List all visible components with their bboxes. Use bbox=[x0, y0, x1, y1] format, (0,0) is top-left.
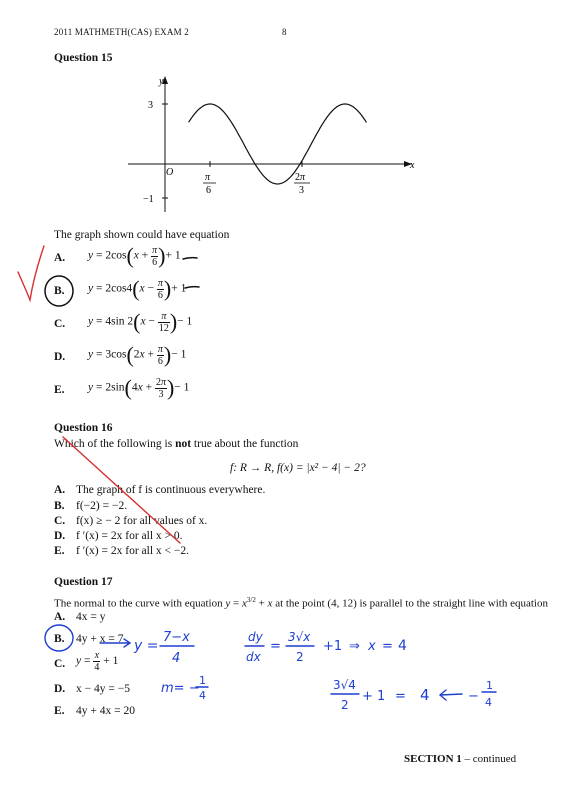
svg-text:−: − bbox=[468, 689, 479, 704]
question-15-title: Question 15 bbox=[54, 52, 113, 64]
footer-section: SECTION 1 – continued bbox=[404, 753, 517, 765]
q16-stem: Which of the following is not true about the function bbox=[54, 438, 299, 450]
arrow-mark bbox=[100, 639, 130, 647]
tick-label-3: 3 bbox=[148, 100, 153, 111]
dash-mark-b bbox=[185, 287, 199, 288]
q17-option-c: y = $\frac{x}{4}$ + 1 bbox=[76, 650, 119, 673]
q16-function: f: R → R, f(x) = |x² − 4| − 2? bbox=[230, 462, 366, 474]
origin-label: O bbox=[166, 167, 174, 178]
svg-text:4: 4 bbox=[420, 686, 430, 704]
q15-option-d: y = 3cos(2x + $\frac{\pi}{6}$ )− 1 bbox=[88, 342, 187, 367]
svg-text:4: 4 bbox=[398, 638, 407, 654]
page-number: 8 bbox=[282, 27, 287, 37]
svg-text:=: = bbox=[382, 639, 393, 654]
q16-option-b: f(−2) = −2. bbox=[76, 500, 128, 512]
svg-text:4: 4 bbox=[199, 689, 206, 702]
q16-option-b-letter: B. bbox=[54, 500, 65, 512]
svg-text:⇒: ⇒ bbox=[349, 639, 360, 654]
tick-label-pi6-num: π bbox=[205, 172, 211, 183]
red-slash-q16 bbox=[63, 437, 180, 543]
q16-option-d: f ′(x) = 2x for all x > 0. bbox=[76, 530, 183, 542]
svg-text:=: = bbox=[270, 639, 281, 654]
q15-option-a-letter: A. bbox=[54, 252, 66, 264]
svg-text:+1: +1 bbox=[323, 639, 343, 654]
answer-circle-q17 bbox=[45, 625, 73, 651]
q16-option-c: f(x) ≥ − 2 for all values of x. bbox=[76, 515, 208, 527]
x-axis-label: x bbox=[410, 160, 415, 171]
q15-option-d-letter: D. bbox=[54, 351, 66, 363]
q16-option-c-letter: C. bbox=[54, 515, 66, 527]
q15-option-e: y = 2sin(4x + $\frac{2\pi}{3}$ )− 1 bbox=[88, 375, 190, 400]
hand-4: 4 bbox=[172, 651, 181, 666]
answer-circle-q15 bbox=[45, 276, 73, 306]
svg-text:2: 2 bbox=[341, 698, 349, 712]
q17-option-d: x − 4y = −5 bbox=[76, 683, 130, 695]
dash-mark-a bbox=[183, 258, 197, 259]
q15-option-b: y = 2cos4(x − $\frac{\pi}{6}$ )+ 1 bbox=[88, 276, 187, 301]
question-16-title: Question 16 bbox=[54, 422, 113, 434]
q17-option-e: 4y + 4x = 20 bbox=[76, 705, 135, 717]
svg-text:1: 1 bbox=[486, 679, 493, 692]
svg-text:=: = bbox=[395, 689, 406, 704]
q16-option-e: f ′(x) = 2x for all x < −2. bbox=[76, 545, 189, 557]
hand-dx: dx bbox=[246, 650, 261, 664]
q15-option-b-letter: B. bbox=[54, 285, 65, 297]
red-check-mark bbox=[18, 246, 44, 300]
q15-option-c: y = 4sin 2(x − $\frac{\pi}{12}$ )− 1 bbox=[88, 309, 193, 334]
q17-option-a-letter: A. bbox=[54, 611, 66, 623]
q17-option-a: 4x = y bbox=[76, 611, 106, 623]
svg-text:4: 4 bbox=[485, 696, 492, 709]
q17-option-c-letter: C. bbox=[54, 658, 66, 670]
hand-y-eq: y = bbox=[134, 638, 159, 654]
q17-option-d-letter: D. bbox=[54, 683, 66, 695]
exam-header: 2011 MATHMETH(CAS) EXAM 2 bbox=[54, 27, 189, 37]
tick-label-minus1: −1 bbox=[143, 194, 154, 205]
svg-text:2: 2 bbox=[296, 650, 304, 664]
q17-option-e-letter: E. bbox=[54, 705, 65, 717]
tick-label-pi6-den: 6 bbox=[206, 185, 211, 196]
q16-option-d-letter: D. bbox=[54, 530, 66, 542]
q16-option-e-letter: E. bbox=[54, 545, 65, 557]
q15-stem: The graph shown could have equation bbox=[54, 229, 230, 241]
q16-option-a: The graph of f is continuous everywhere. bbox=[76, 484, 266, 496]
q17-option-b-letter: B. bbox=[54, 633, 65, 645]
hand-7-minus-x: 7−x bbox=[163, 630, 190, 645]
y-axis-label: y bbox=[159, 76, 164, 87]
q15-option-a: y = 2cos(x + $\frac{\pi}{6}$ )+ 1 bbox=[88, 243, 181, 268]
q15-option-e-letter: E. bbox=[54, 384, 65, 396]
question-17-title: Question 17 bbox=[54, 576, 113, 588]
q17-option-b: 4y + x = 7 bbox=[76, 633, 124, 645]
hand-3rootx: 3√x bbox=[288, 630, 311, 644]
hand-dy: dy bbox=[248, 630, 263, 644]
hand-m-eq: m= − bbox=[161, 681, 200, 696]
svg-text:x: x bbox=[368, 639, 376, 654]
svg-text:+ 1: + 1 bbox=[362, 689, 386, 704]
q16-option-a-letter: A. bbox=[54, 484, 66, 496]
svg-text:1: 1 bbox=[199, 674, 206, 687]
hand-3root4: 3√4 bbox=[333, 678, 356, 692]
tick-label-2pi3-den: 3 bbox=[299, 185, 304, 196]
q15-option-c-letter: C. bbox=[54, 318, 66, 330]
tick-label-2pi3-num: 2π bbox=[295, 172, 306, 183]
q17-stem: The normal to the curve with equation $y = x^{3/2} + x$ at the point (4, 12) is parallel to the straight line with equation bbox=[54, 596, 548, 610]
